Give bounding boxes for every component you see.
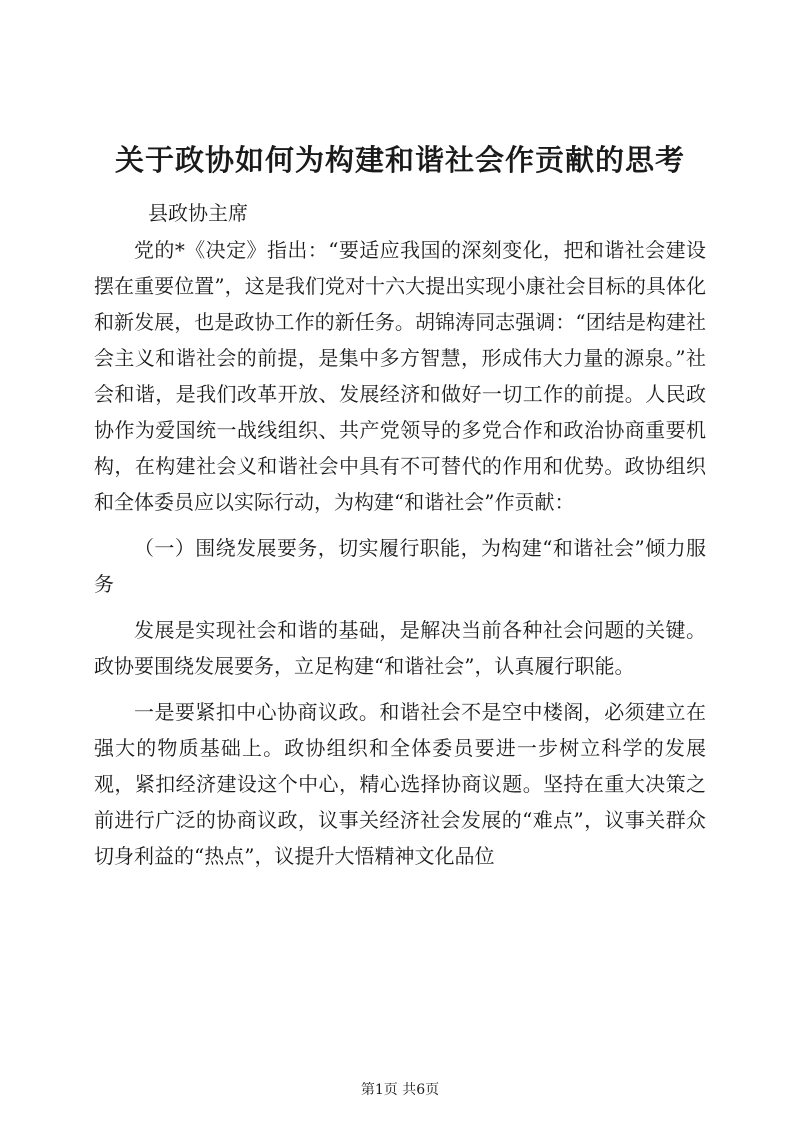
paragraph-point-one: 一是要紧扣中心协商议政。和谐社会不是空中楼阁，必须建立在强大的物质基础上。政协组织和全体委员要进一步树立科学的发展观，紧扣经济建设这个中心，精心选择协商议题。坚持在重大决策之前进行广泛的协商议政，议事关经济社会发展的“难点”，议事关群众切身利益的“热点”，议提升大悟精神文化品位 bbox=[94, 700, 706, 868]
section-heading: （一）围绕发展要务，切实履行职能，为构建“和谐社会”倾力服务 bbox=[94, 536, 706, 596]
page-footer: 第1页 共6页 bbox=[360, 1082, 440, 1098]
document-title: 关于政协如何为构建和谐社会作贡献的思考 bbox=[114, 143, 685, 177]
paragraph-development: 发展是实现社会和谐的基础，是解决当前各种社会问题的关键。政协要围绕发展要务，立足构建“和谐社会”，认真履行职能。 bbox=[94, 618, 706, 678]
paragraph-intro: 党的*《决定》指出：“要适应我国的深刻变化，把和谐社会建设摆在重要位置”，这是我们党对十六大提出实现小康社会目标的具体化和新发展，也是政协工作的新任务。胡锦涛同志强调：“团结是构建社会主义和谐社会的前提，是集中多方智慧，形成伟大力量的源泉。”社会和谐，是我们改革开放、发展经济和做好一切工作的前提。人民政协作为爱国统一战线组织、共产党领导的多党合作和政治协商重要机构，在构建社会义和谐社会中具有不可替代的作用和优势。政协组织和全体委员应以实际行动，为构建“和谐社会”作贡献： bbox=[94, 238, 706, 514]
author-line: 县政协主席 bbox=[148, 201, 248, 225]
document-body bbox=[94, 232, 706, 874]
